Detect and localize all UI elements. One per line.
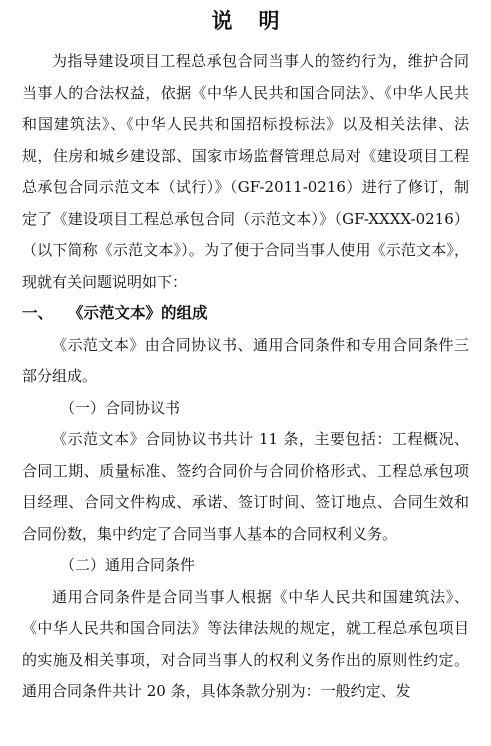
section-number: 一、: [22, 304, 54, 322]
section-heading: [22, 298, 469, 330]
subsection-body-general-conditions: 通用合同条件是合同当事人根据《中华人民共和国建筑法》、《中华人民共和国合同法》等法律法规的规定，就工程总承包项目的实施及相关事项，对合同当事人的权利义务作出的原则性约定。通用合同条件共计 20 条，具体条款分别为：一般约定、发: [22, 587, 469, 700]
subsection-body-agreement: 《示范文本》合同协议书共计 11 条，主要包括：工程概况、合同工期、质量标准、签约合同价与合同价格形式、工程总承包项目经理、合同文件构成、承诺、签订时间、签订地点、合同生效和合同份数，集中约定了合同当事人基本的合同权利义务。: [22, 430, 469, 543]
intro-paragraph: 为指导建设项目工程总承包合同当事人的签约行为，维护合同当事人的合法权益，依据《中华人民共和国合同法》、《中华人民共和国建筑法》、《中华人民共和国招标投标法》以及相关法律、法规，住房和城乡建设部、国家市场监督管理总局对《建设项目工程总承包合同示范文本（试行）》（GF-2011-0216）进行了修订，制定了《建设项目工程总承包合同（示范文本）》（GF-XXXX-0216）（以下简称《示范文本》）。为了便于合同当事人使用《示范文本》，现就有关问题说明如下：: [22, 52, 469, 291]
section-title: 《示范文本》的组成: [68, 304, 208, 322]
subsection-heading-agreement: （一）合同协议书: [60, 398, 181, 417]
document-title: 说明: [211, 8, 306, 33]
section-body-paragraph: 《示范文本》由合同协议书、通用合同条件和专用合同条件三部分组成。: [22, 335, 469, 385]
subsection-heading-general-conditions: （二）通用合同条件: [60, 556, 196, 574]
